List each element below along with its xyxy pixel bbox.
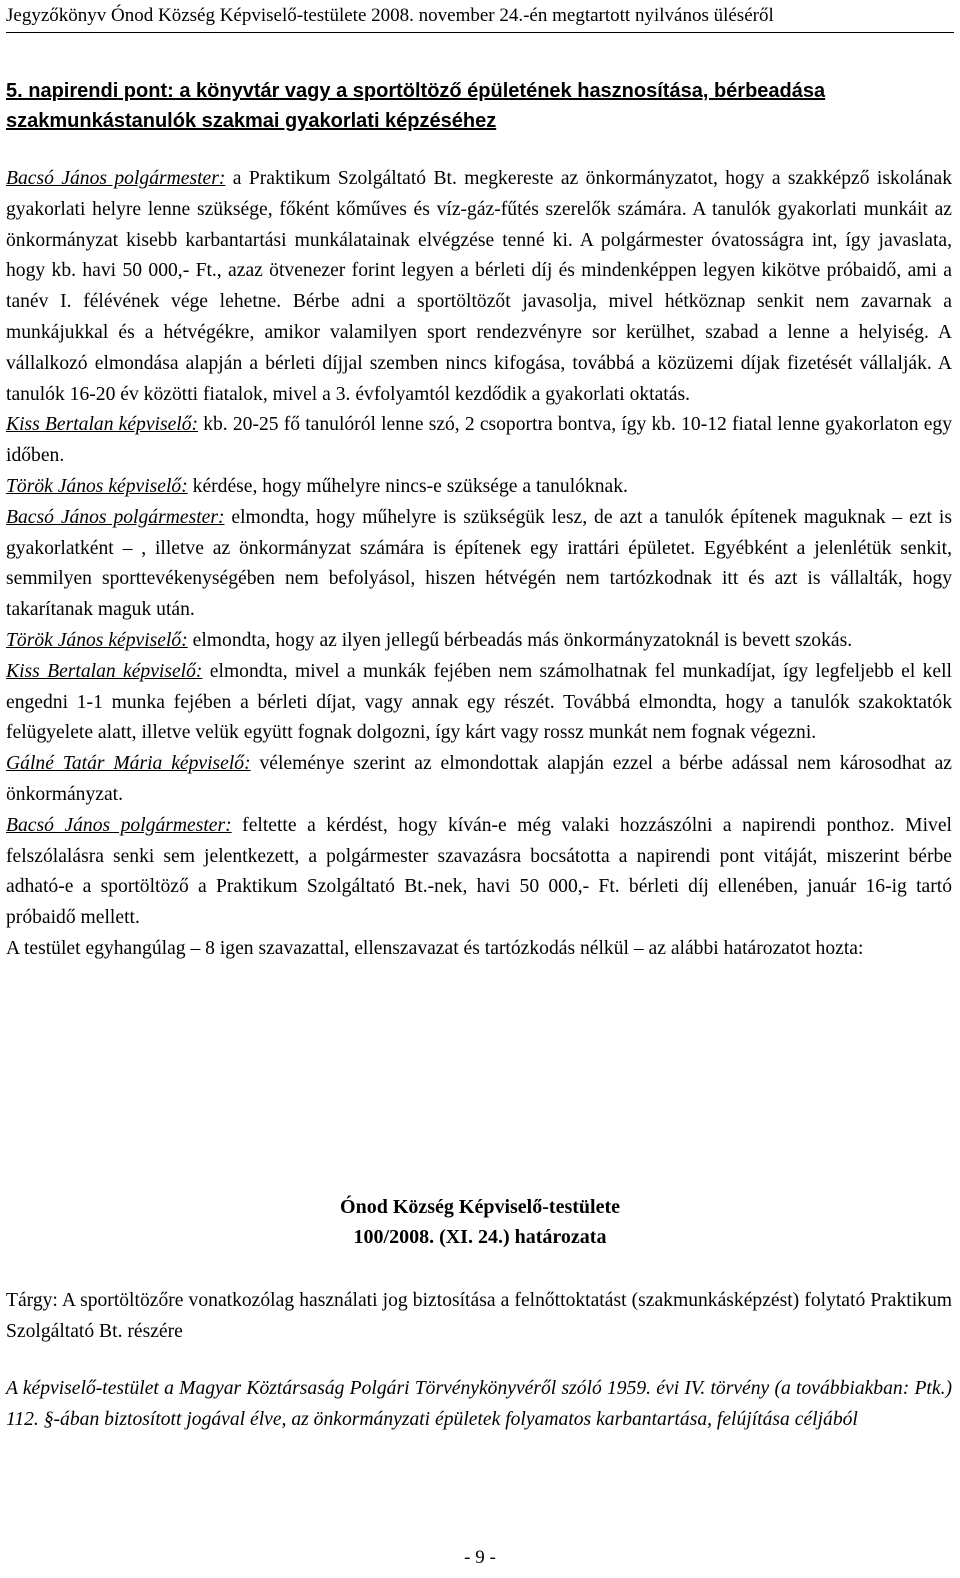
paragraph-mayor-3 xyxy=(6,811,952,934)
page-header: Jegyzőkönyv Ónod Község Képviselő-testülete 2008. november 24.-én megtartott nyilvános üléséről xyxy=(6,5,774,26)
minutes-body xyxy=(6,164,952,965)
legal-basis: A képviselő-testület a Magyar Köztársaság Polgári Törvénykönyvéről szóló 1959. évi IV. törvény (a továbbiakban: Ptk.) 112. §-ában biztosított jogával élve, az önkormányzati épületek folyamatos karbantartása, felújítása céljából xyxy=(6,1378,952,1430)
paragraph-torok-2 xyxy=(6,626,952,657)
agenda-heading: 5. napirendi pont: a könyvtár vagy a sportöltöző épületének hasznosítása, bérbeadása szakmunkástanulók szakmai gyakorlati képzéséhez xyxy=(6,80,826,132)
paragraph-vote xyxy=(6,934,952,965)
page-number: - 9 - xyxy=(464,1547,496,1568)
speaker-name: Török János képviselő: xyxy=(6,629,188,651)
header-divider xyxy=(6,32,954,33)
speaker-name: Gálné Tatár Mária képviselő: xyxy=(6,753,251,775)
paragraph-text: kb. 20-25 fő tanulóról lenne szó, 2 csoportra bontva, így kb. 10-12 fiatal lenne gyakorlaton egy időben. xyxy=(6,414,952,467)
speaker-name: Bacsó János polgármester: xyxy=(6,814,232,836)
paragraph-text: véleménye szerint az elmondottak alapján ezzel a bérbe adással nem károsodhat az önkormányzat. xyxy=(6,753,953,805)
resolution-subject: Tárgy: A sportöltözőre vonatkozólag használati jog biztosítása a felnőttoktatást (szakmunkásképzést) folytató Praktikum Szolgáltató Bt. részére xyxy=(6,1290,952,1342)
paragraph-text: feltette a kérdést, hogy kíván-e még valaki hozzászólni a napirendi ponthoz. Mivel felszólalásra senki sem jelentkezett, a polgármester szavazásra bocsátotta a napirendi pont vitáját, miszerint bérbe adható-e a sportöltöző a Praktikum Szolgáltató Bt.-nek, havi 50 000,- Ft. bérleti díj ellenében, január 16-ig tartó próbaidő mellett. xyxy=(6,814,952,929)
paragraph-text: elmondta, hogy műhelyre is szükségük lesz, de azt a tanulók építenek maguknak – ezt is gyakorlatként – , illetve az önkormányzat számára is építenek egy irattári épületet. Egyébként a jelenlétük senkit, semmilyen sporttevékenységében nem befolyásol, hiszen hétvégén nem tartózkodnak itt és azt is vállalták, hogy takarítanak maguk után. xyxy=(6,506,952,621)
speaker-name: Bacsó János polgármester: xyxy=(6,506,225,528)
paragraph-torok-1 xyxy=(6,472,952,503)
paragraph-kiss-1 xyxy=(6,410,952,472)
speaker-name: Kiss Bertalan képviselő: xyxy=(6,414,199,436)
paragraph-kiss-2 xyxy=(6,657,952,749)
paragraph-mayor-intro xyxy=(6,164,952,410)
speaker-name: Bacsó János polgármester: xyxy=(6,168,226,189)
paragraph-text: elmondta, hogy az ilyen jellegű bérbeadás más önkormányzatoknál is bevett szokás. xyxy=(187,629,853,651)
speaker-name: Kiss Bertalan képviselő: xyxy=(6,660,203,682)
paragraph-text: A testület egyhangúlag – 8 igen szavazattal, ellenszavazat és tartózkodás nélkül – az alábbi határozatot hozta: xyxy=(6,937,864,959)
resolution-body: Ónod Község Képviselő-testülete xyxy=(340,1196,620,1218)
paragraph-text: a Praktikum Szolgáltató Bt. megkereste az önkormányzatot, hogy a szakképző iskolának gyakorlati helyre lenne szüksége, főként kőműves és víz-gáz-fűtés szerelők számára. A tanulók gyakorlati munkáit az önkormányzat kisebb karbantartási munkálatainak elvégzése tenné ki. A polgármester óvatosságra int, így javaslata, hogy kb. havi 50 000,- Ft., azaz ötvenezer forint legyen a bérleti díj és mindenképpen legyen kikötve próbaidő, ami a tanév I. félévének vége lehetne. Bérbe adni a sportöltözőt javasolja, mivel hétköznap senkit nem zavarnak a munkájukkal és a hétvégékre, amikor valamilyen sport rendezvényre sor kerülhet, szabad a lenne a helyiség. A vállalkozó elmondása alapján a bérleti díjjal szemben nincs kifogása, továbbá a közüzemi díjak fizetését vállalják. A tanulók 16-20 év közötti fiatalok, mivel a 3. évfolyamtól kezdődik a gyakorlati oktatás. xyxy=(6,168,952,405)
paragraph-galne xyxy=(6,749,952,811)
paragraph-mayor-2 xyxy=(6,503,952,626)
speaker-name: Török János képviselő: xyxy=(6,475,188,497)
resolution-number: 100/2008. (XI. 24.) határozata xyxy=(353,1226,607,1248)
paragraph-text: elmondta, mivel a munkák fejében nem számolhatnak fel munkadíjat, így legfeljebb el kell engedni 1-1 munka fejében a bérleti díjat, vagy annak egy részét. Továbbá elmondta, hogy a tanulók szakoktatók felügyelete alatt, illetve velük együtt fognak dolgozni, így kárt vagy rossz munkát nem fognak végezni. xyxy=(6,660,952,744)
paragraph-text: kérdése, hogy műhelyre nincs-e szüksége a tanulóknak. xyxy=(187,475,628,497)
resolution-title xyxy=(0,1192,960,1252)
